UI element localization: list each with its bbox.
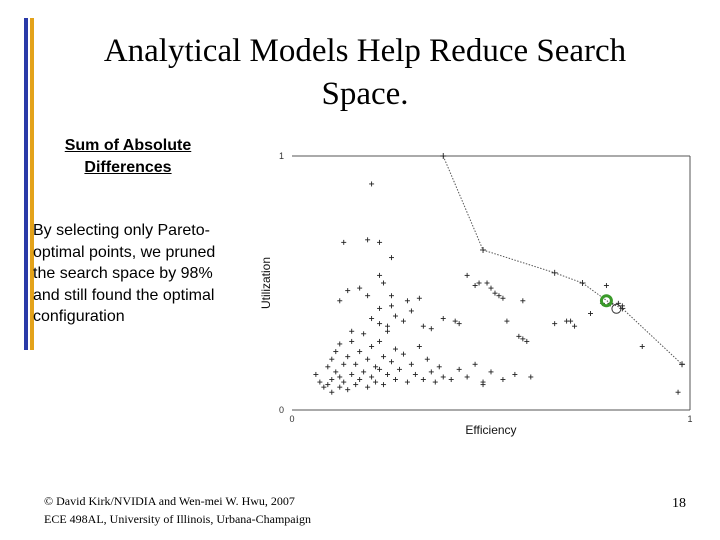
data-point xyxy=(349,329,354,334)
data-point xyxy=(337,298,342,303)
data-point xyxy=(489,286,494,291)
data-point xyxy=(409,308,414,313)
x-tick-label: 1 xyxy=(687,414,693,424)
data-point xyxy=(520,336,525,341)
footer xyxy=(44,492,311,528)
x-tick-label: 0 xyxy=(289,414,295,424)
data-point xyxy=(640,344,645,349)
data-point xyxy=(437,364,442,369)
data-point xyxy=(317,380,322,385)
data-point xyxy=(401,319,406,324)
data-point xyxy=(357,349,362,354)
data-point xyxy=(500,377,505,382)
data-point xyxy=(604,283,609,288)
data-point xyxy=(481,382,486,387)
data-point xyxy=(405,298,410,303)
data-point xyxy=(337,385,342,390)
data-point xyxy=(433,380,438,385)
slide-subheading: Sum of Absolute Differences xyxy=(64,137,192,176)
data-point xyxy=(516,334,521,339)
data-point xyxy=(341,362,346,367)
data-point xyxy=(568,319,573,324)
data-point xyxy=(393,314,398,319)
data-point xyxy=(389,255,394,260)
data-point xyxy=(349,372,354,377)
data-point xyxy=(504,319,509,324)
data-point xyxy=(520,298,525,303)
data-point xyxy=(429,326,434,331)
data-point xyxy=(441,316,446,321)
data-point xyxy=(397,367,402,372)
data-point xyxy=(345,387,350,392)
left-accent-bar-blue xyxy=(24,18,28,350)
data-point xyxy=(365,237,370,242)
data-point xyxy=(441,374,446,379)
data-point xyxy=(389,359,394,364)
data-point xyxy=(361,331,366,336)
optimal-point-marker xyxy=(601,296,611,306)
data-point xyxy=(393,377,398,382)
data-point xyxy=(369,344,374,349)
data-point xyxy=(345,354,350,359)
data-point xyxy=(341,240,346,245)
pareto-frontier-line xyxy=(443,156,682,364)
data-point xyxy=(512,372,517,377)
data-point xyxy=(357,377,362,382)
page-number: 18 xyxy=(672,496,686,511)
data-point xyxy=(393,347,398,352)
data-point xyxy=(377,306,382,311)
data-point xyxy=(369,374,374,379)
data-point xyxy=(365,357,370,362)
data-point xyxy=(449,377,454,382)
data-point xyxy=(377,367,382,372)
data-point xyxy=(465,273,470,278)
data-point xyxy=(325,364,330,369)
data-point xyxy=(572,324,577,329)
data-point xyxy=(365,385,370,390)
data-point xyxy=(333,349,338,354)
data-point xyxy=(588,311,593,316)
data-point xyxy=(417,344,422,349)
data-point xyxy=(429,369,434,374)
data-point xyxy=(369,181,374,186)
data-point xyxy=(417,296,422,301)
data-point xyxy=(421,377,426,382)
data-point xyxy=(373,380,378,385)
data-point xyxy=(473,362,478,367)
data-point xyxy=(377,321,382,326)
data-point xyxy=(365,293,370,298)
data-point xyxy=(337,341,342,346)
data-point xyxy=(369,316,374,321)
chart-marks xyxy=(313,153,685,395)
chart-axes xyxy=(259,151,693,437)
y-tick-label: 0 xyxy=(278,405,284,415)
data-point xyxy=(353,362,358,367)
data-point xyxy=(353,382,358,387)
y-axis-title: Utilization xyxy=(259,256,273,310)
data-point xyxy=(552,321,557,326)
data-point xyxy=(500,296,505,301)
data-point xyxy=(401,352,406,357)
data-point xyxy=(389,293,394,298)
data-point xyxy=(333,369,338,374)
data-point xyxy=(465,374,470,379)
data-point xyxy=(485,281,490,286)
slide-body-text: By selecting only Pareto-optimal points, we pruned the search space by 98% and still found the optimal configuration xyxy=(33,222,216,325)
slide-title: Analytical Models Help Reduce Search Space. xyxy=(103,33,627,112)
data-point xyxy=(473,283,478,288)
data-point xyxy=(357,286,362,291)
data-point xyxy=(377,240,382,245)
data-point xyxy=(349,339,354,344)
footer-copyright: © David Kirk/NVIDIA and Wen-mei W. Hwu, 2007 xyxy=(44,494,295,508)
data-point xyxy=(329,377,334,382)
data-point xyxy=(425,357,430,362)
data-point xyxy=(421,324,426,329)
data-point xyxy=(341,380,346,385)
data-point xyxy=(329,357,334,362)
data-point xyxy=(313,372,318,377)
data-point xyxy=(361,369,366,374)
data-point xyxy=(325,382,330,387)
data-point xyxy=(676,390,681,395)
data-point xyxy=(524,339,529,344)
data-point xyxy=(492,291,497,296)
x-axis-title: Efficiency xyxy=(465,423,517,437)
data-point xyxy=(457,367,462,372)
data-point xyxy=(373,364,378,369)
data-point xyxy=(389,303,394,308)
data-point xyxy=(377,273,382,278)
data-point xyxy=(329,390,334,395)
data-point xyxy=(377,339,382,344)
footer-course: ECE 498AL, University of Illinois, Urbana-Champaign xyxy=(44,512,311,526)
data-point xyxy=(496,293,501,298)
data-point xyxy=(528,374,533,379)
data-point xyxy=(405,380,410,385)
data-point xyxy=(453,319,458,324)
data-point xyxy=(385,372,390,377)
data-point xyxy=(381,354,386,359)
data-point xyxy=(337,374,342,379)
data-point xyxy=(345,288,350,293)
scatter-chart xyxy=(252,142,702,442)
data-point xyxy=(413,372,418,377)
data-point xyxy=(409,362,414,367)
data-point xyxy=(457,321,462,326)
data-point xyxy=(381,382,386,387)
data-point xyxy=(385,324,390,329)
data-point xyxy=(477,281,482,286)
data-point xyxy=(385,329,390,334)
data-point xyxy=(381,281,386,286)
y-tick-label: 1 xyxy=(278,151,284,161)
data-point xyxy=(489,369,494,374)
data-point xyxy=(321,385,326,390)
